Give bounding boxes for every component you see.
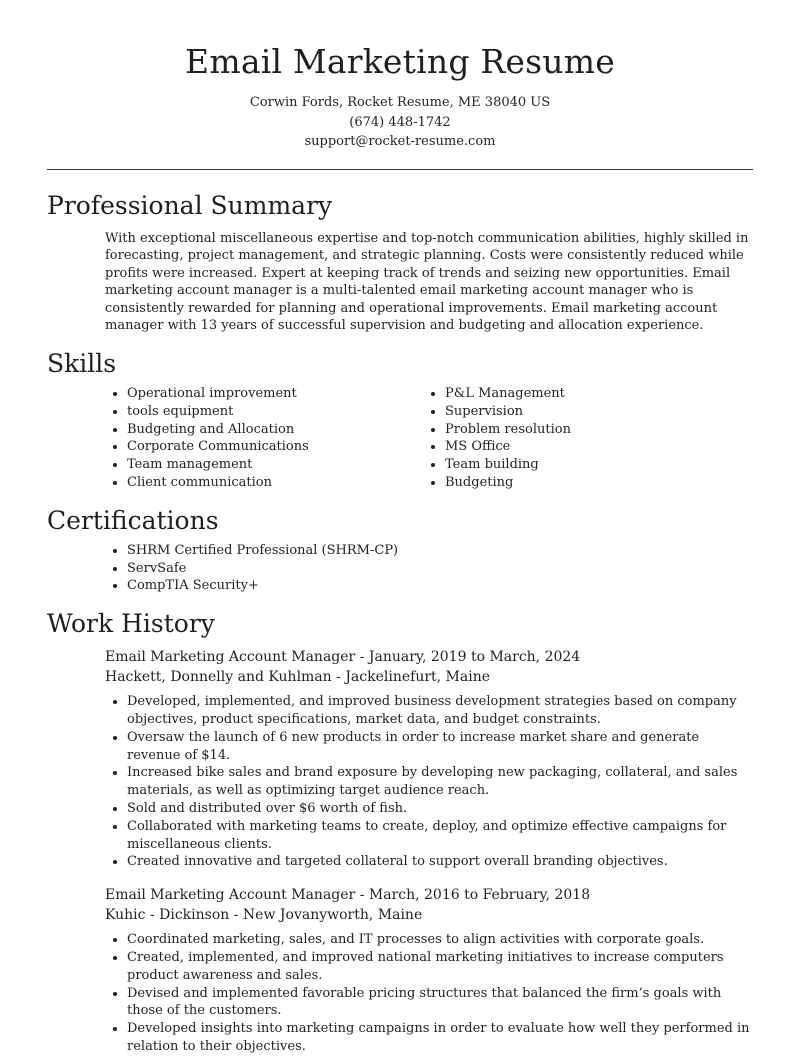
skills-heading: Skills bbox=[47, 349, 117, 379]
job-dates: - March, 2016 to February, 2018 bbox=[355, 887, 591, 904]
skill-item: • Supervision bbox=[445, 403, 741, 421]
contact-info bbox=[47, 93, 753, 152]
skills-column-left bbox=[105, 385, 423, 492]
job-bullet: • Developed insights into marketing campaigns in order to evaluate how well they performed in relation to their objectives. bbox=[127, 1020, 753, 1056]
job-company-line bbox=[105, 906, 753, 925]
skill-item: • Problem resolution bbox=[445, 421, 741, 439]
contact-address: Corwin Fords, Rocket Resume, ME 38040 US bbox=[249, 95, 551, 110]
summary-heading: Professional Summary bbox=[47, 190, 333, 220]
skill-item: • MS Office bbox=[445, 438, 741, 456]
skill-item: • Budgeting bbox=[445, 474, 741, 492]
certifications-list bbox=[105, 542, 753, 595]
job-entry bbox=[105, 648, 753, 871]
job-bullet: • Coordinated marketing, sales, and IT processes to align activities with corporate goals. bbox=[127, 931, 753, 949]
skill-item: • P&L Management bbox=[445, 385, 741, 403]
job-bullet: • Created, implemented, and improved national marketing initiatives to increase computers product awareness and sales. bbox=[127, 949, 753, 985]
skill-item: • Client communication bbox=[127, 474, 423, 492]
summary-text: With exceptional miscellaneous expertise and top-notch communication abilities, highly skilled in forecasting, project management, and strategic planning. Costs were consistently reduced while profits were increased. Expert at keeping track of trends and seizing new opportunities. Email marketing account manager is a multi-talented email marketing account manager who is consistently rewarded for planning and operational improvements. Email marketing account manager with 13 years of successful supervision and budgeting and allocation experience. bbox=[105, 230, 749, 334]
job-company: Hackett, Donnelly and Kuhlman bbox=[105, 669, 332, 686]
certification-item: • SHRM Certified Professional (SHRM-CP) bbox=[127, 542, 753, 560]
job-bullet: • Created innovative and targeted collateral to support overall branding objectives. bbox=[127, 853, 753, 871]
job-bullet: • Sold and distributed over $6 worth of fish. bbox=[127, 800, 753, 818]
skill-item: • Corporate Communications bbox=[127, 438, 423, 456]
job-title-line bbox=[105, 648, 753, 667]
job-bullet: • Increased bike sales and brand exposure by developing new packaging, collateral, and sales materials, as well as optimizing target audience reach. bbox=[127, 764, 753, 800]
job-bullets bbox=[105, 931, 753, 1056]
certifications-heading: Certifications bbox=[47, 505, 219, 535]
job-title: Email Marketing Account Manager bbox=[105, 887, 356, 904]
job-bullet: • Collaborated with marketing teams to create, deploy, and optimize effective campaigns for miscellaneous clients. bbox=[127, 818, 753, 854]
job-bullets bbox=[105, 693, 753, 871]
certification-item: • CompTIA Security+ bbox=[127, 577, 753, 595]
job-bullet: • Developed, implemented, and improved business development strategies based on company objectives, product specifications, market data, and budget constraints. bbox=[127, 693, 753, 729]
contact-phone: (674) 448-1742 bbox=[349, 114, 451, 130]
job-entry bbox=[105, 886, 753, 1056]
job-title: Email Marketing Account Manager bbox=[105, 649, 356, 666]
resume-header bbox=[47, 0, 753, 152]
job-bullet: • Devised and implemented favorable pricing structures that balanced the firm’s goals with those of the customers. bbox=[127, 985, 753, 1021]
skill-item: • Team building bbox=[445, 456, 741, 474]
header-divider bbox=[47, 169, 753, 170]
skill-item: • tools equipment bbox=[127, 403, 423, 421]
resume-title: Email Marketing Resume bbox=[185, 42, 615, 81]
job-title-line bbox=[105, 886, 753, 905]
skill-item: • Operational improvement bbox=[127, 385, 423, 403]
job-company: Kuhic - Dickinson bbox=[105, 907, 230, 924]
skills-grid bbox=[105, 385, 753, 492]
skills-column-right bbox=[423, 385, 741, 492]
job-bullet: • Oversaw the launch of 6 new products in order to increase market share and generate revenue of $14. bbox=[127, 729, 753, 765]
job-location: - New Jovanyworth, Maine bbox=[229, 907, 423, 924]
job-dates: - January, 2019 to March, 2024 bbox=[355, 649, 581, 666]
contact-email: support@rocket-resume.com bbox=[304, 134, 496, 149]
job-location: - Jackelinefurt, Maine bbox=[331, 669, 491, 686]
certification-item: • ServSafe bbox=[127, 560, 753, 578]
job-company-line bbox=[105, 668, 753, 687]
skill-item: • Team management bbox=[127, 456, 423, 474]
work-history-heading: Work History bbox=[47, 609, 215, 639]
skill-item: • Budgeting and Allocation bbox=[127, 421, 423, 439]
